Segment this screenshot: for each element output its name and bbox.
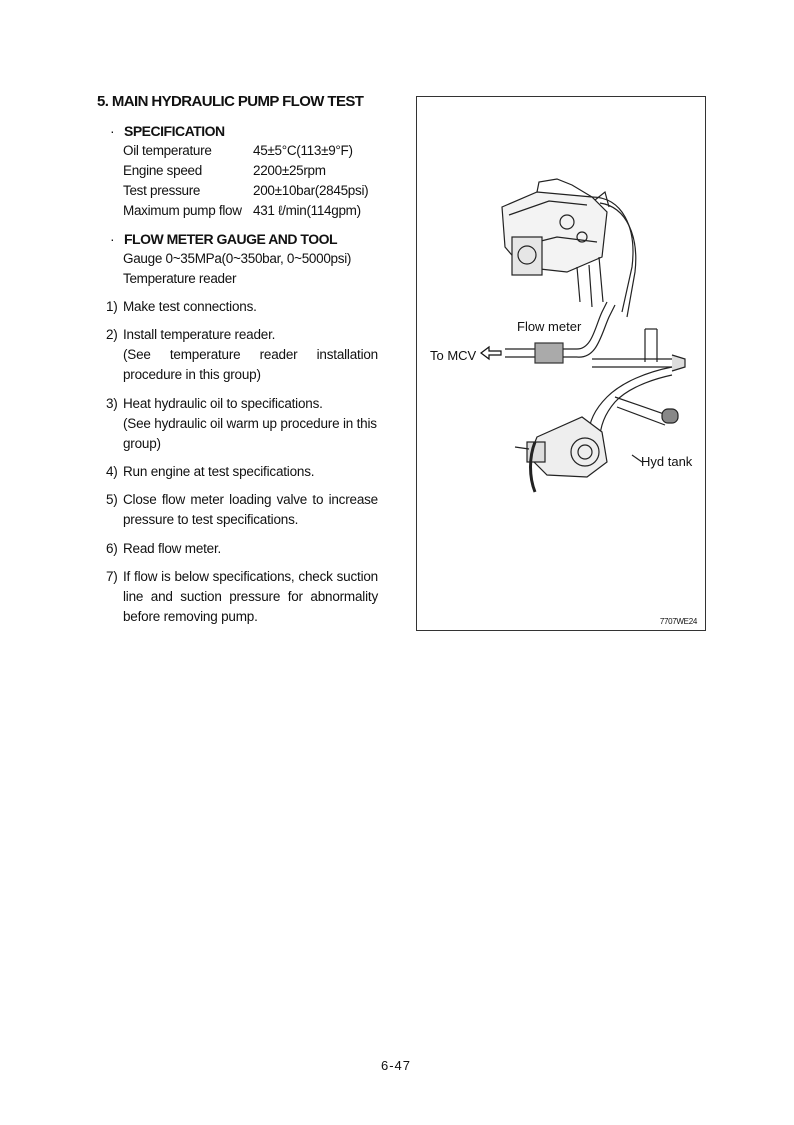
step-item bbox=[106, 325, 378, 385]
step-line: Make test connections. bbox=[123, 299, 257, 314]
spec-value: 45±5°C(113±9°F) bbox=[253, 143, 353, 158]
step-line: before removing pump. bbox=[123, 609, 258, 624]
step-item bbox=[106, 567, 378, 627]
step-number: 6) bbox=[106, 541, 118, 556]
step-number: 1) bbox=[106, 299, 118, 314]
hyd-tank-fitting bbox=[662, 409, 678, 423]
spec-value: 200±10bar(2845psi) bbox=[253, 183, 369, 198]
page-number: 6-47 bbox=[381, 1058, 412, 1073]
step-item bbox=[106, 539, 378, 559]
flow-meter-body bbox=[535, 343, 563, 363]
main-pump-drawing bbox=[502, 179, 609, 307]
section-title: 5. MAIN HYDRAULIC PUMP FLOW TEST bbox=[97, 93, 364, 110]
specification-heading bbox=[110, 123, 225, 139]
spec-label: Maximum pump flow bbox=[123, 203, 242, 218]
step-line: (See temperature reader installation bbox=[123, 347, 378, 362]
step-line: procedure in this group) bbox=[123, 367, 261, 382]
hydraulic-diagram bbox=[417, 97, 704, 629]
tool-line: Temperature reader bbox=[123, 271, 237, 286]
specification-heading-text: SPECIFICATION bbox=[124, 123, 225, 139]
pump-flow-test-figure bbox=[416, 96, 706, 631]
step-number: 2) bbox=[106, 327, 118, 342]
spec-label: Oil temperature bbox=[123, 143, 212, 158]
tools-heading bbox=[110, 231, 337, 247]
bullet: · bbox=[110, 231, 115, 247]
step-line: group) bbox=[123, 436, 161, 451]
step-item bbox=[106, 462, 378, 482]
step-line: (See hydraulic oil warm up procedure in this bbox=[123, 416, 377, 431]
step-number: 4) bbox=[106, 464, 118, 479]
step-number: 5) bbox=[106, 492, 118, 507]
figure-code: 7707WE24 bbox=[659, 617, 697, 626]
step-line: Heat hydraulic oil to specifications. bbox=[123, 396, 323, 411]
step-line: Run engine at test specifications. bbox=[123, 464, 315, 479]
spec-row bbox=[123, 143, 353, 158]
spec-label: Test pressure bbox=[123, 183, 201, 198]
step-item bbox=[106, 490, 378, 530]
spec-row bbox=[123, 203, 361, 218]
step-line: Install temperature reader. bbox=[123, 327, 276, 342]
step-number: 7) bbox=[106, 569, 118, 584]
step-line: If flow is below specifications, check suction bbox=[123, 569, 378, 584]
step-line: pressure to test specifications. bbox=[123, 512, 299, 527]
spec-value: 431 ℓ/min(114gpm) bbox=[253, 203, 361, 218]
step-item bbox=[106, 297, 378, 317]
spec-value: 2200±25rpm bbox=[253, 163, 326, 178]
spec-label: Engine speed bbox=[123, 163, 202, 178]
step-line: line and suction pressure for abnormality bbox=[123, 589, 378, 604]
step-number: 3) bbox=[106, 396, 118, 411]
step-line: Read flow meter. bbox=[123, 541, 222, 556]
step-line: Close flow meter loading valve to increase bbox=[123, 492, 378, 507]
tools-heading-text: FLOW METER GAUGE AND TOOL bbox=[124, 231, 338, 247]
tool-line: Gauge 0~35MPa(0~350bar, 0~5000psi) bbox=[123, 251, 352, 266]
gear-pump-drawing bbox=[515, 417, 607, 492]
hyd-tank-label: Hyd tank bbox=[641, 454, 693, 469]
step-item bbox=[106, 394, 378, 454]
spec-row bbox=[123, 163, 326, 178]
spec-row bbox=[123, 183, 368, 198]
bullet: · bbox=[110, 123, 115, 139]
arrow-left-icon bbox=[481, 347, 501, 359]
flow-meter-label: Flow meter bbox=[517, 319, 582, 334]
to-mcv-label: To MCV bbox=[430, 348, 477, 363]
